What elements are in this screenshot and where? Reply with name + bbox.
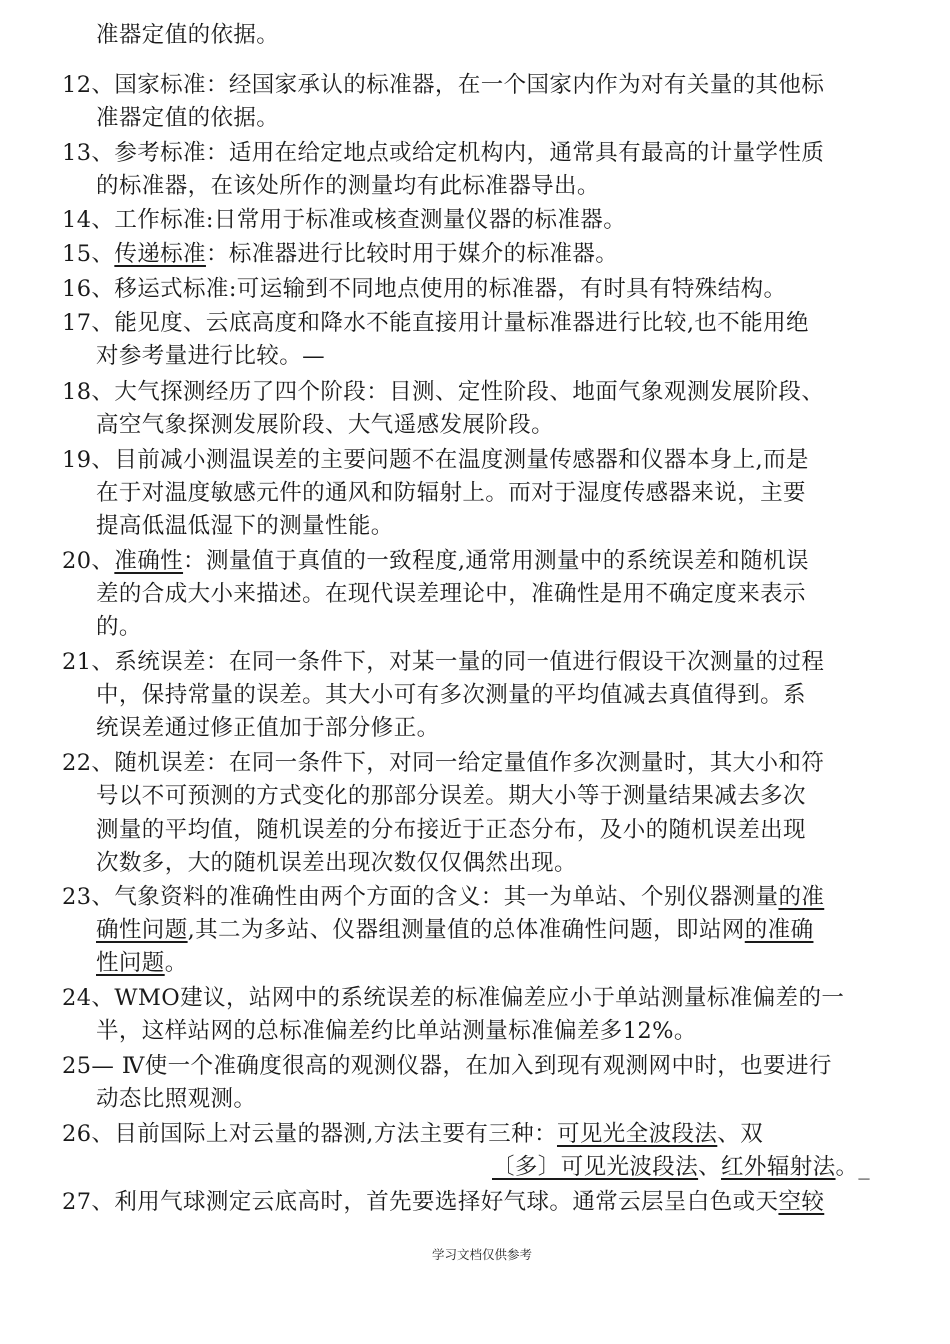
text-line: 〔多〕可见光波段法、红外辐射法。_ bbox=[492, 1154, 871, 1180]
text-line: 13、参考标准：适用在给定地点或给定机构内，通常具有最高的计量学性质 bbox=[62, 140, 825, 166]
text-line: 测量的平均值，随机误差的分布接近于正态分布，及小的随机误差出现 bbox=[96, 817, 806, 843]
page-footer: 学习文档仅供参考 bbox=[432, 1247, 533, 1262]
text-line: 的标准器，在该处所作的测量均有此标准器导出。 bbox=[96, 173, 600, 199]
text-line: 中，保持常量的误差。其大小可有多次测量的平均值减去真值得到。系 bbox=[96, 682, 806, 708]
text-line: 次数多，大的随机误差出现次数仅仅偶然出现。 bbox=[96, 850, 577, 876]
text-line: 18、大气探测经历了四个阶段：目测、定性阶段、地面气象观测发展阶段、 bbox=[62, 379, 825, 405]
text-line: 对参考量进行比较。— bbox=[96, 343, 326, 369]
text-line: 号以不可预测的方式变化的那部分误差。期大小等于测量结果减去多次 bbox=[96, 783, 806, 809]
text-line: 16、移运式标准:可运输到不同地点使用的标准器，有时具有特殊结构。 bbox=[62, 276, 787, 302]
text-line: 27、利用气球测定云底高时，首先要选择好气球。通常云层呈白色或天空较 bbox=[62, 1189, 825, 1215]
text-line: 26、目前国际上对云量的器测,方法主要有三种：可见光全波段法、双 bbox=[62, 1121, 764, 1147]
text-line: 的。 bbox=[96, 614, 142, 640]
text-line: 17、能见度、云底高度和降水不能直接用计量标准器进行比较,也不能用绝 bbox=[62, 310, 809, 336]
text-line: 统误差通过修正值加于部分修正。 bbox=[96, 715, 440, 741]
text-line: 20、准确性：测量值于真值的一致程度,通常用测量中的系统误差和随机误 bbox=[62, 548, 809, 574]
text-line: 21、系统误差：在同一条件下，对某一量的同一值进行假设干次测量的过程 bbox=[62, 649, 825, 675]
text-line: 半，这样站网的总标准偏差约比单站测量标准偏差多12%。 bbox=[96, 1018, 697, 1044]
text-line: 在于对温度敏感元件的通风和防辐射上。而对于湿度传感器来说，主要 bbox=[96, 480, 806, 506]
text-line: 22、随机误差：在同一条件下，对同一给定量值作多次测量时，其大小和符 bbox=[62, 750, 825, 776]
text-line: 差的合成大小来描述。在现代误差理论中，准确性是用不确定度来表示 bbox=[96, 581, 806, 607]
text-line: 准器定值的依据。 bbox=[96, 22, 280, 48]
text-line: 14、工作标准:日常用于标准或核查测量仪器的标准器。 bbox=[62, 207, 627, 233]
text-line: 动态比照观测。 bbox=[96, 1086, 257, 1112]
text-line: 25— Ⅳ使一个准确度很高的观测仪器，在加入到现有观测网中时，也要进行 bbox=[62, 1053, 832, 1079]
text-line: 提高低温低湿下的测量性能。 bbox=[96, 513, 394, 539]
text-line: 23、气象资料的准确性由两个方面的含义：其一为单站、个别仪器测量的准 bbox=[62, 884, 825, 910]
text-line: 24、WMO建议，站网中的系统误差的标准偏差应小于单站测量标准偏差的一 bbox=[62, 985, 845, 1011]
text-line: 12、国家标准：经国家承认的标准器，在一个国家内作为对有关量的其他标 bbox=[62, 72, 825, 98]
text-line: 15、传递标准：标准器进行比较时用于媒介的标准器。 bbox=[62, 241, 619, 267]
text-line: 准器定值的依据。 bbox=[96, 105, 280, 131]
text-line: 性问题。 bbox=[96, 950, 188, 976]
text-line: 高空气象探测发展阶段、大气遥感发展阶段。 bbox=[96, 412, 555, 438]
text-line: 19、目前减小测温误差的主要问题不在温度测量传感器和仪器本身上,而是 bbox=[62, 447, 809, 473]
text-line: 确性问题,其二为多站、仪器组测量值的总体准确性问题，即站网的准确 bbox=[96, 917, 814, 943]
